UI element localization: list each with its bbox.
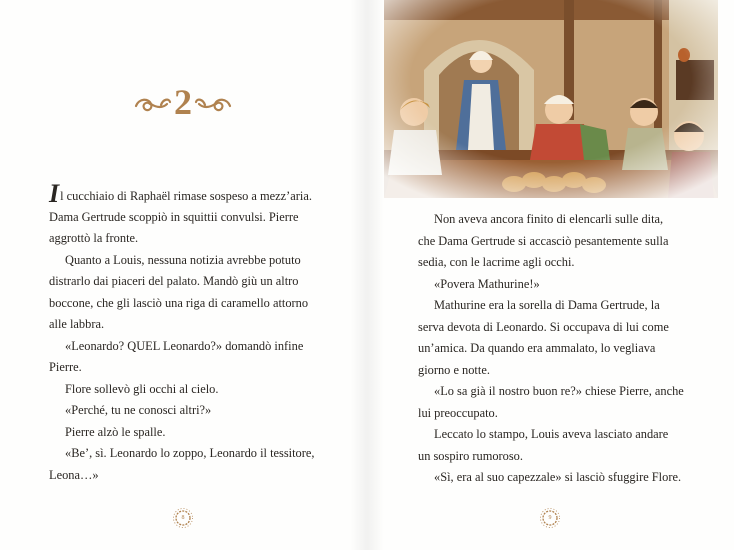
chapter-number: 2 xyxy=(174,82,192,122)
text-line-content: l cucchiaio di Raphaël rimase sospeso a mezz’aria. xyxy=(60,189,312,203)
text-line-content: Pierre alzò le spalle. xyxy=(65,424,166,439)
text-line-content: Leona…» xyxy=(49,467,99,482)
text-line xyxy=(49,179,322,208)
text-line-content: «Lo sa già il nostro buon re?» chiese Pierre, anche xyxy=(434,384,684,398)
text-line xyxy=(418,360,691,382)
text-line-content: Quanto a Louis, nessuna notizia avrebbe potuto xyxy=(65,252,301,267)
text-line xyxy=(49,314,322,336)
text-line xyxy=(418,274,691,296)
right-page-text xyxy=(418,209,691,489)
text-line xyxy=(49,357,322,379)
text-line-content: un’amica. Da quando era ammalato, lo vegliava xyxy=(418,341,656,355)
drop-cap: I xyxy=(49,179,60,208)
text-line xyxy=(418,403,691,425)
text-line-content: boccone, che gli lasciò una riga di caramello attorno xyxy=(49,295,309,310)
text-line xyxy=(418,295,691,317)
text-line-content: Dama Gertrude scoppiò in squittii convulsi. Pierre xyxy=(49,209,299,224)
text-line-content: «Leonardo? QUEL Leonardo?» domandò infine xyxy=(65,338,304,353)
text-line xyxy=(418,338,691,360)
book-gutter xyxy=(350,0,384,550)
text-line-content: «Povera Mathurine!» xyxy=(434,276,540,291)
text-line-content: aggrottò la fronte. xyxy=(49,231,139,245)
text-line-content: distrarlo dai piaceri del palato. Mandò giù un altro xyxy=(49,274,299,288)
text-line xyxy=(418,381,691,403)
text-line-content: serva devota di Leonardo. Si occupava di lui come xyxy=(418,319,669,334)
text-line xyxy=(49,207,322,229)
text-line xyxy=(49,422,322,444)
text-line xyxy=(49,379,322,401)
text-line xyxy=(418,467,691,489)
text-line xyxy=(49,228,322,250)
text-line-content: Leccato lo stampo, Louis aveva lasciato andare xyxy=(434,427,669,441)
text-line-content: giorno e notte. xyxy=(418,362,490,377)
text-line-content: Flore sollevò gli occhi al cielo. xyxy=(65,381,219,396)
page-number-left: 8 xyxy=(181,515,185,521)
text-line-content: Mathurine era la sorella di Dama Gertrude, la xyxy=(434,298,660,312)
text-line xyxy=(418,446,691,468)
text-line xyxy=(418,231,691,253)
text-line-content: alle labbra. xyxy=(49,317,105,331)
text-line-content: Pierre. xyxy=(49,360,82,374)
text-line xyxy=(49,465,322,487)
text-line xyxy=(418,317,691,339)
text-line xyxy=(49,271,322,293)
page-number-right: 9 xyxy=(548,515,552,521)
text-line xyxy=(418,252,691,274)
text-line xyxy=(49,400,322,422)
text-line-content: «Sì, era al suo capezzale» si lasciò sfuggire Flore. xyxy=(434,470,682,484)
text-line-content: un sospiro rumoroso. xyxy=(418,448,523,463)
text-line-content: Non aveva ancora finito di elencarli sulle dita, xyxy=(434,212,664,226)
text-line-content: «Perché, tu ne conosci altri?» xyxy=(65,403,212,417)
text-line-content: lui preoccupato. xyxy=(418,405,498,420)
text-line xyxy=(49,443,322,465)
text-line-content: che Dama Gertrude si accasciò pesantemente sulla xyxy=(418,233,669,248)
left-page-text xyxy=(49,179,322,486)
text-line xyxy=(49,336,322,358)
text-line-content: sedia, con le lacrime agli occhi. xyxy=(418,255,575,269)
text-line xyxy=(49,250,322,272)
text-line-content: «Be’, sì. Leonardo lo zoppo, Leonardo il tessitore, xyxy=(65,446,315,460)
text-line xyxy=(49,293,322,315)
text-line xyxy=(418,209,691,231)
text-line xyxy=(418,424,691,446)
chapter-illustration xyxy=(384,0,718,198)
